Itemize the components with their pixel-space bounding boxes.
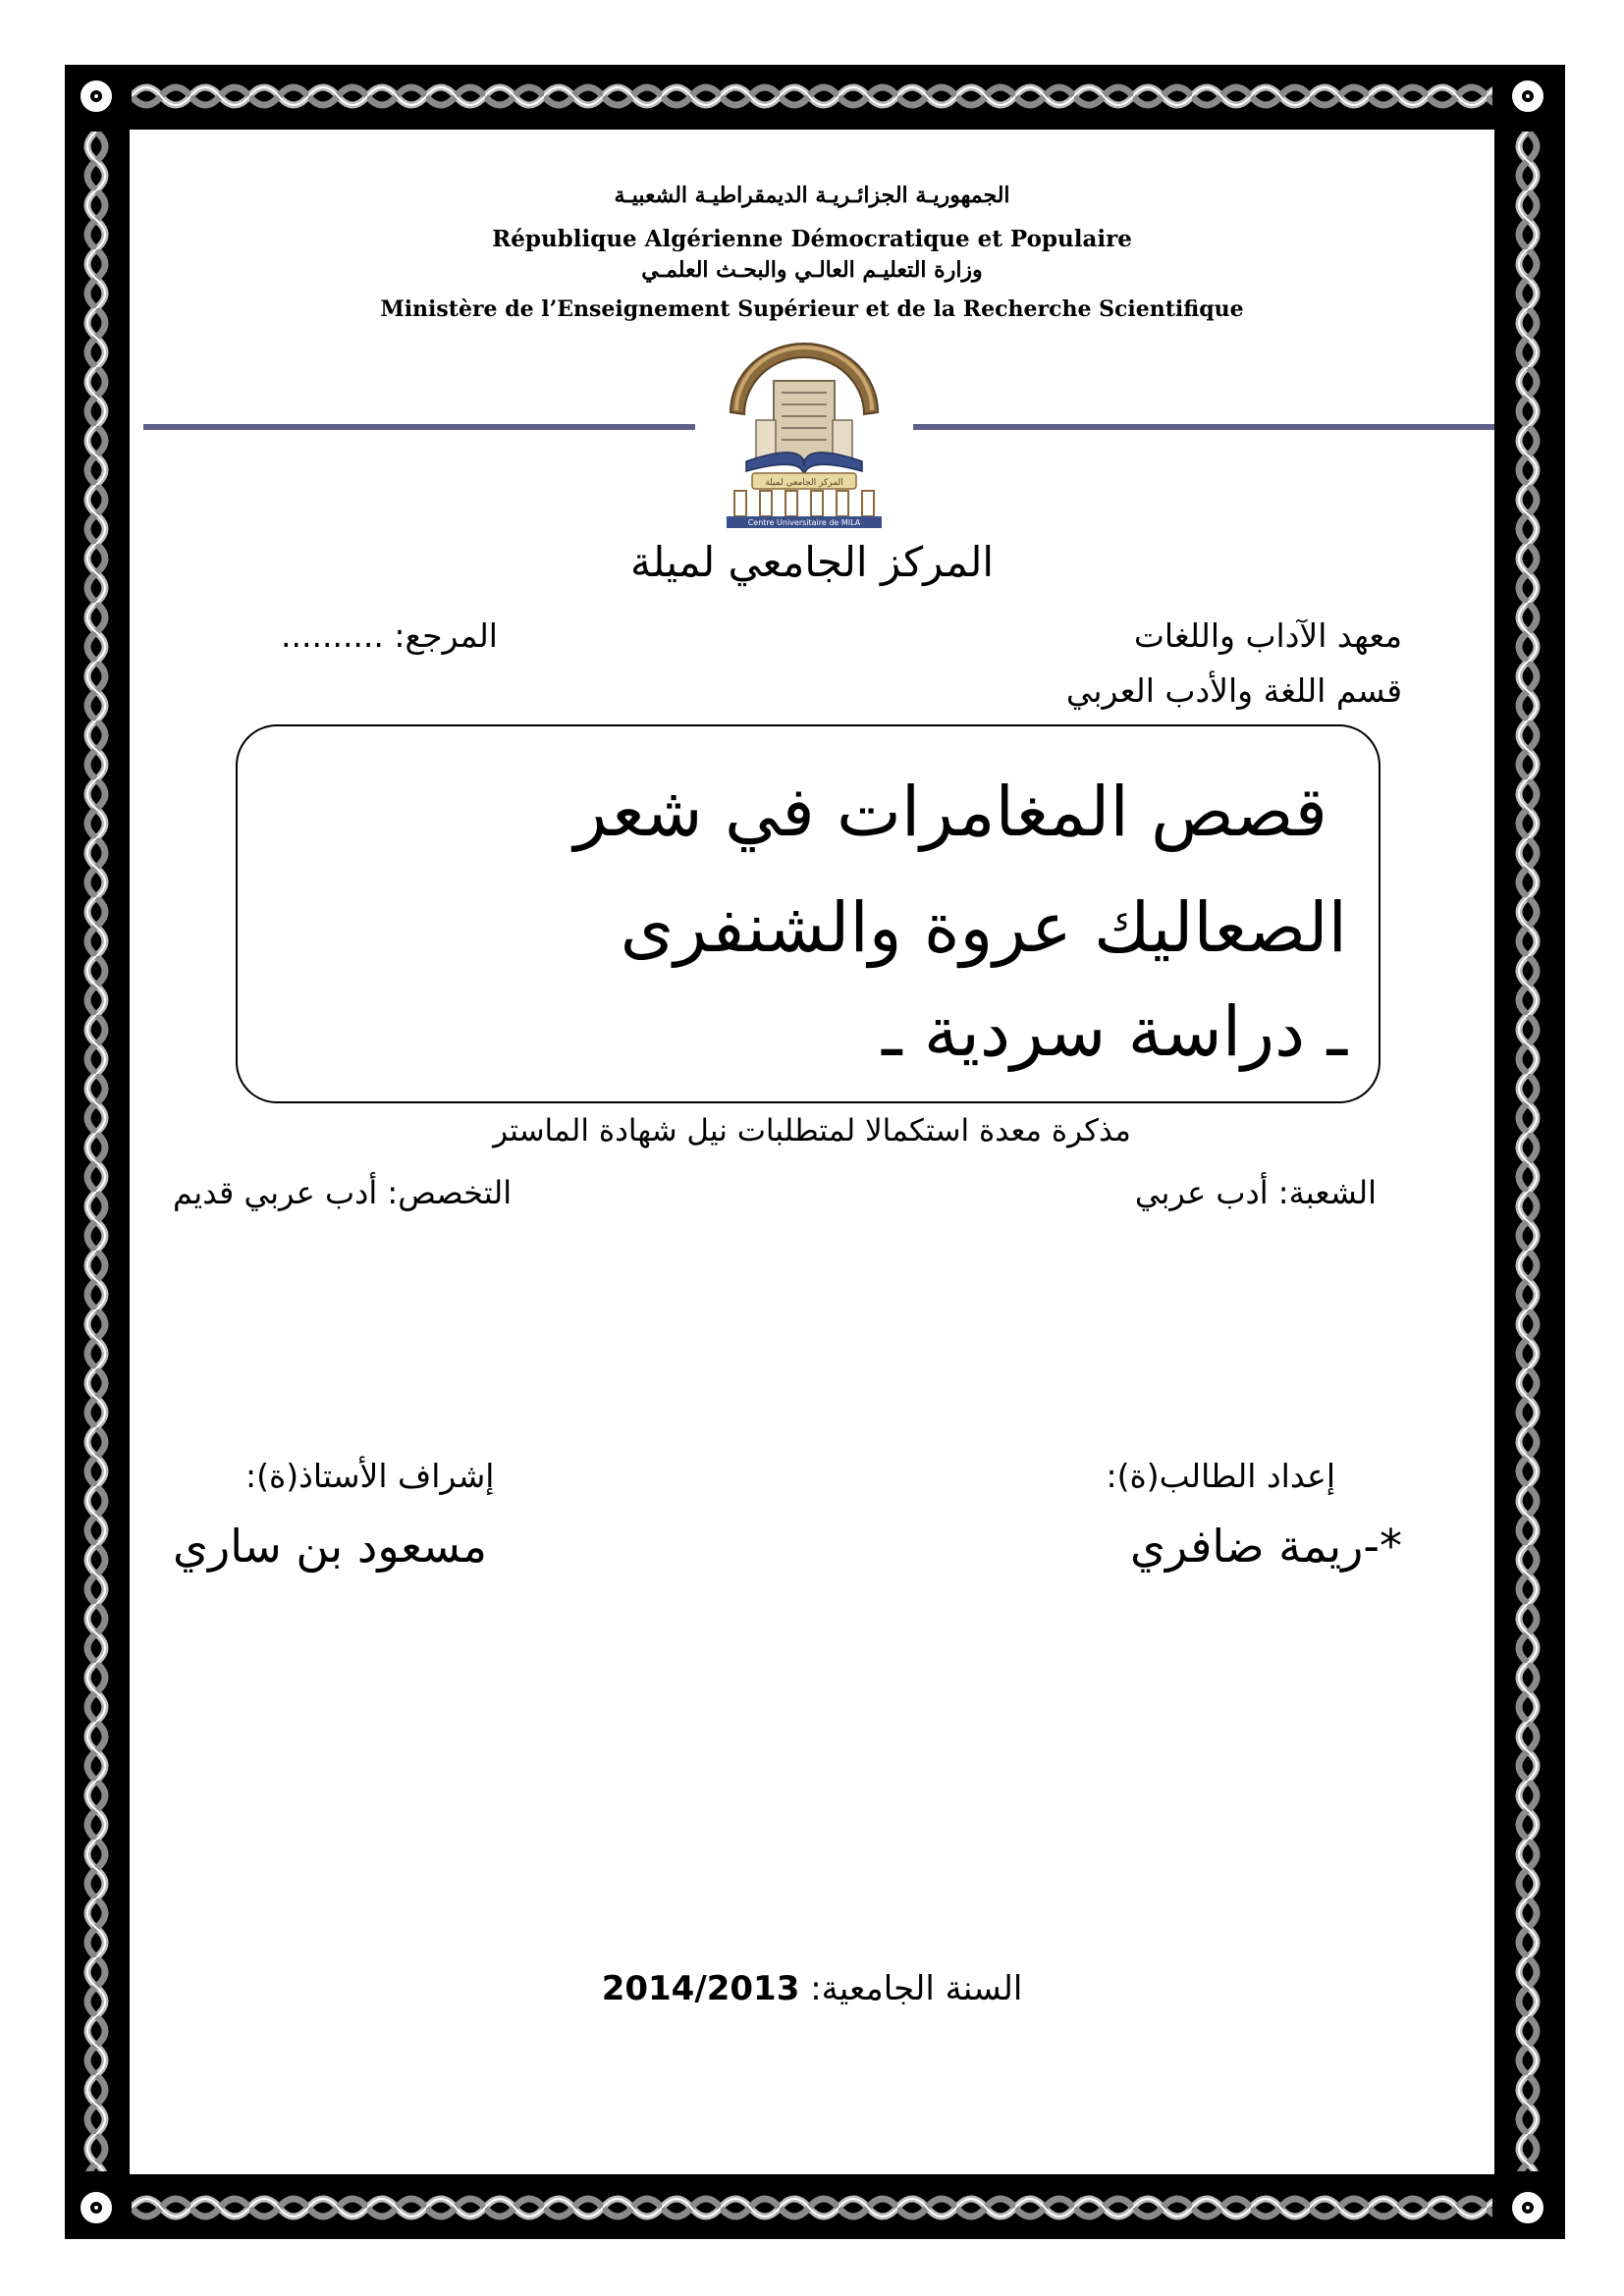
- svg-text:المركز الجامعي لميلة: المركز الجامعي لميلة: [765, 478, 843, 488]
- republic-name-french: République Algérienne Démocratique et Populaire: [492, 226, 1132, 252]
- supervisor-label: إشراف الأستاذ(ة):: [245, 1457, 495, 1495]
- specialty-field: التخصص: أدب عربي قديم: [173, 1174, 513, 1211]
- border-chain-right: [1508, 132, 1547, 2171]
- branch-field: الشعبة: أدب عربي: [1134, 1174, 1377, 1211]
- university-emblem-icon: [717, 336, 892, 528]
- academic-year-value: 2014/2013: [601, 1969, 800, 2008]
- thesis-title-line-1: قصص المغامرات في شعر: [573, 772, 1327, 852]
- memo-description: مذكرة معدة استكمالا لمتطلبات نيل شهادة الماستر: [493, 1113, 1131, 1148]
- ministry-name-french: Ministère de l’Enseignement Supérieur et de la Recherche Scientifique: [380, 296, 1244, 322]
- academic-year-label: السنة الجامعية:: [810, 1969, 1023, 2008]
- corner-ornament-icon: [1508, 77, 1547, 116]
- academic-year: [0, 1969, 1624, 2008]
- corner-ornament-icon: [77, 77, 116, 116]
- reference-field: المرجع: ..........: [281, 616, 498, 655]
- thesis-title-line-2: الصعاليك عروة والشنفرى: [620, 887, 1347, 968]
- supervisor-name: مسعود بن ساري: [173, 1520, 487, 1573]
- university-logo: [717, 336, 892, 528]
- institute-name: معهد الآداب واللغات: [1133, 616, 1402, 655]
- ministry-name-arabic: وزارة التعليـم العالـي والبحـث العلمـي: [641, 257, 983, 283]
- header-rule-left: [143, 424, 695, 430]
- institution-name: المركز الجامعي لميلة: [629, 538, 995, 586]
- corner-ornament-icon: [77, 2188, 116, 2227]
- thesis-subtitle: ـ دراسة سردية ـ: [882, 991, 1347, 1072]
- svg-text:Centre Universitaire de MILA: Centre Universitaire de MILA: [747, 518, 861, 527]
- republic-name-arabic: الجمهوريـة الجزائـريـة الديمقراطيـة الشعبيـة: [614, 183, 1010, 208]
- student-name: *-ريمة ضافري: [1130, 1520, 1402, 1573]
- border-chain-left: [77, 132, 116, 2171]
- header-rule-right: [913, 424, 1494, 430]
- department-name: قسم اللغة والأدب العربي: [1065, 671, 1402, 710]
- prepared-by-label: إعداد الطالب(ة):: [1106, 1457, 1335, 1495]
- border-chain-bottom: [132, 2188, 1492, 2227]
- border-chain-top: [132, 77, 1492, 116]
- corner-ornament-icon: [1508, 2188, 1547, 2227]
